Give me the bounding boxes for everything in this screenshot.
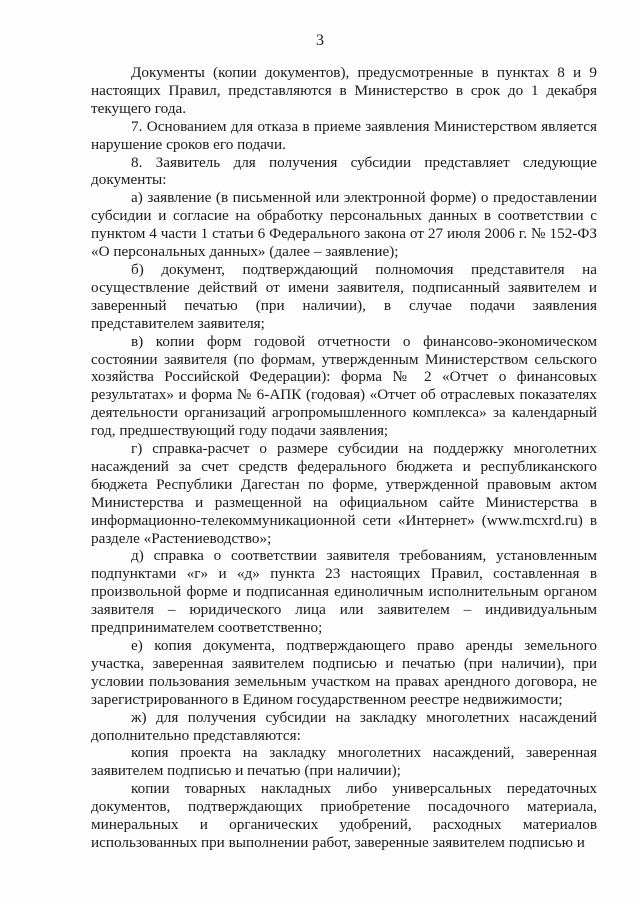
paragraph-invoice-copies: копии товарных накладных либо универсальных передаточных документов, подтверждающих приобретение посадочного материала, минеральных и органических удобрений, расходных материалов использованных при выполнении работ, заверенные заявителем подписью и — [91, 780, 597, 851]
paragraph-subitem-v: в) копии форм годовой отчетности о финансово-экономическом состоянии заявителя (по формам, утвержденным Министерством сельского хозяйства Российской Федерации): форма № 2 «Отчет о финансовых результатах» и форма № 6-АПК (годовая) «Отчет об отраслевых показателях деятельности организаций агропромышленного комплекса» за календарный год, предшествующий году подачи заявления; — [91, 332, 597, 440]
paragraph-project-copy: копия проекта на закладку многолетних насаждений, заверенная заявителем подписью и печатью (при наличии); — [91, 744, 597, 780]
document-body — [91, 64, 597, 852]
paragraph-subitem-d: д) справка о соответствии заявителя требованиям, установленным подпунктами «г» и «д» пункта 23 настоящих Правил, составленная в произвольной форме и подписанная единоличным исполнительным органом заявителя – юридического лица или заявителем – индивидуальным предпринимателем соответственно; — [91, 547, 597, 637]
paragraph-item-7: 7. Основанием для отказа в приеме заявления Министерством является нарушение сроков его подачи. — [91, 117, 597, 153]
paragraph-subitem-a: а) заявление (в письменной или электронной форме) о предоставлении субсидии и согласие на обработку персональных данных в соответствии с пунктом 4 части 1 статьи 6 Федерального закона от 27 июля 2006 г. № 152-ФЗ «О персональных данных» (далее – заявление); — [91, 189, 597, 261]
page-number: 3 — [316, 32, 324, 49]
paragraph-subitem-e: е) копия документа, подтверждающего право аренды земельного участка, заверенная заявителем подписью и печатью (при наличии), при условии пользования земельным участком на правах арендного договора, не зарегистрированного в Едином государственном реестре недвижимости; — [91, 637, 597, 708]
paragraph-item-8: 8. Заявитель для получения субсидии представляет следующие документы: — [91, 153, 597, 189]
paragraph-subitem-b: б) документ, подтверждающий полномочия представителя на осуществление действий от имени заявителя, подписанный заявителем и заверенный печатью (при наличии), в случае подачи заявления представителем заявителя; — [91, 260, 597, 332]
paragraph-subitem-zh: ж) для получения субсидии на закладку многолетних насаждений дополнительно представляются: — [91, 708, 597, 744]
paragraph-subitem-g: г) справка-расчет о размере субсидии на поддержку многолетних насаждений за счет средств федерального бюджета и республиканского бюджета Республики Дагестан по форме, утвержденной правовым актом Министерства и размещенной на официальном сайте Министерства в информационно-телекоммуникационной сети «Интернет» (www.mcxrd.ru) в разделе «Растениеводство»; — [91, 440, 597, 547]
paragraph-documents-deadline: Документы (копии документов), предусмотренные в пунктах 8 и 9 настоящих Правил, представляются в Министерство в срок до 1 декабря текущего года. — [91, 64, 597, 117]
